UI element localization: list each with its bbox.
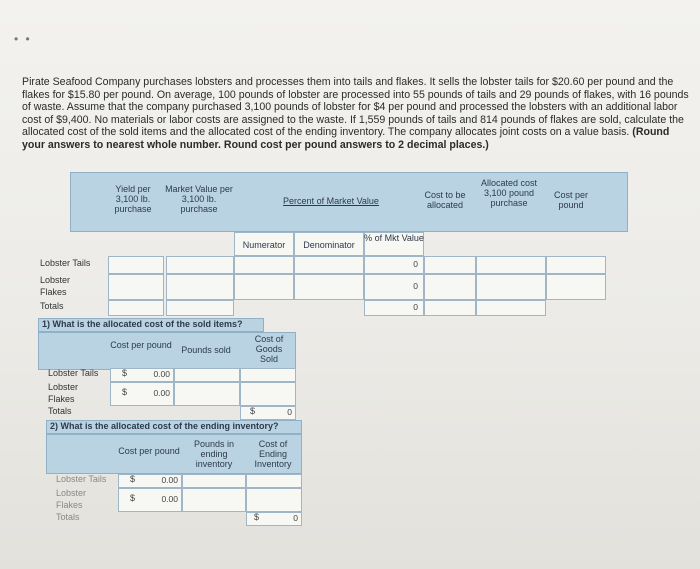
q2-flakes-cost-input[interactable] (246, 488, 302, 512)
t1-tails-allocated-input[interactable] (476, 256, 546, 274)
q1-row-label: Lobster Tails (48, 368, 99, 378)
q2-total-dollar: $ (254, 512, 260, 522)
q2-header-pounds-end: Pounds in ending inventory (193, 439, 235, 469)
header-cost-to-be-allocated: Cost to be allocated (424, 190, 466, 210)
t1-flakes-denominator-input[interactable] (294, 274, 364, 300)
t1-flakes-yield-input[interactable] (108, 274, 164, 300)
q1-row-label: Lobster (48, 382, 79, 392)
q1-tails-cogs-input[interactable] (240, 368, 296, 382)
t1-tails-pct-value: 0 (413, 259, 418, 269)
t1-tails-numerator-input[interactable] (234, 256, 294, 274)
q2-tails-dollar: $ (130, 474, 136, 484)
t1-flakes-costper-input[interactable] (546, 274, 606, 300)
t1-tails-costper-input[interactable] (546, 256, 606, 274)
t1-flakes-allocated-input[interactable] (476, 274, 546, 300)
q1-tails-pounds-input[interactable] (174, 368, 240, 382)
t1-total-allocated[interactable] (476, 300, 546, 316)
q1-flakes-costper-value: 0.00 (153, 388, 170, 398)
q2-title: 2) What is the allocated cost of the ending inventory? (50, 421, 279, 431)
q1-header-cogs: Cost of Goods Sold (254, 334, 284, 364)
t1-flakes-numerator-input[interactable] (234, 274, 294, 300)
q2-tails-cost-input[interactable] (246, 474, 302, 488)
t1-flakes-cost-input[interactable] (424, 274, 476, 300)
q2-row-label: Totals (56, 512, 80, 522)
q2-total-cost-value: 0 (293, 513, 298, 523)
t1-total-yield[interactable] (108, 300, 164, 316)
q1-flakes-dollar: $ (122, 387, 128, 397)
q1-title: 1) What is the allocated cost of the sold items? (42, 319, 243, 329)
problem-statement (22, 76, 690, 152)
allocation-worksheet (38, 170, 626, 528)
q2-row-label: Lobster Tails (56, 474, 107, 484)
q1-total-cogs-value: 0 (287, 407, 292, 417)
rounding-instruction: (Round your answers to nearest whole number. Round cost per pound answers to 2 decimal places.) (22, 126, 670, 151)
q2-header-cost-per: Cost per pound (118, 446, 180, 456)
q2-tails-pounds-input[interactable] (182, 474, 246, 488)
t1-flakes-market-input[interactable] (166, 274, 234, 300)
q1-row-label: Totals (48, 406, 72, 416)
q2-flakes-pounds-input[interactable] (182, 488, 246, 512)
q1-flakes-cogs-input[interactable] (240, 382, 296, 406)
q2-flakes-costper-value: 0.00 (161, 494, 178, 504)
header-cost-per-pound: Cost per pound (553, 190, 588, 210)
menu-dots-icon: • • (14, 32, 32, 46)
t1-row-label: Lobster Tails (40, 258, 91, 268)
header-market-value: Market Value per 3,100 lb. purchase (165, 184, 233, 214)
t1-total-cost[interactable] (424, 300, 476, 316)
q2-tails-costper-value: 0.00 (161, 475, 178, 485)
header-yield: Yield per 3,100 lb. purchase (114, 184, 152, 214)
q2-row-label: Flakes (56, 500, 83, 510)
q1-tails-dollar: $ (122, 368, 128, 378)
q1-header-pounds-sold: Pounds sold (181, 345, 231, 355)
t1-tails-yield-input[interactable] (108, 256, 164, 274)
header-percent-market-value: Percent of Market Value (283, 196, 379, 206)
t1-row-label: Flakes (40, 287, 67, 297)
q2-header-cost-end: Cost of Ending Inventory (254, 439, 292, 469)
header-denominator-label: Denominator (303, 240, 355, 250)
q1-tails-costper-value: 0.00 (153, 369, 170, 379)
t1-flakes-pct-value: 0 (413, 281, 418, 291)
q2-row-label: Lobster (56, 488, 87, 498)
problem-text: Pirate Seafood Company purchases lobsters and processes them into tails and flakes. It sells the lobster tails for $20.60 per pound and the flakes for $15.80 per pound. On average, 100 pounds of lobster are processed into 55 pounds of tails and 29 pounds of flakes, with 16 pounds of waste. Assume that the company purchased 3,100 pounds of lobster for $4 per pound and processed the lobsters with an additional labor cost of $9,400. No materials or labor costs are assigned to the waste. If 1,559 pounds of tails and 814 pounds of flakes are sold, calculate the allocated cost of the sold items and the allocated cost of the ending inventory. The company allocates joint costs on a value basis. (22, 76, 689, 139)
q1-total-dollar: $ (250, 406, 256, 416)
q1-header-cost-per: Cost per pound (110, 340, 172, 350)
t1-total-market[interactable] (166, 300, 234, 316)
q2-flakes-dollar: $ (130, 493, 136, 503)
q1-row-label: Flakes (48, 394, 75, 404)
header-pct-mkt-label: % of Mkt Value (364, 233, 424, 243)
t1-tails-market-input[interactable] (166, 256, 234, 274)
header-numerator-label: Numerator (242, 240, 286, 250)
t1-tails-denominator-input[interactable] (294, 256, 364, 274)
header-allocated-cost: Allocated cost 3,100 pound purchase (480, 178, 538, 208)
q1-flakes-pounds-input[interactable] (174, 382, 240, 406)
t1-row-label: Lobster (40, 275, 71, 285)
t1-total-pct-value: 0 (413, 302, 418, 312)
t1-tails-cost-input[interactable] (424, 256, 476, 274)
t1-row-label: Totals (40, 301, 64, 311)
